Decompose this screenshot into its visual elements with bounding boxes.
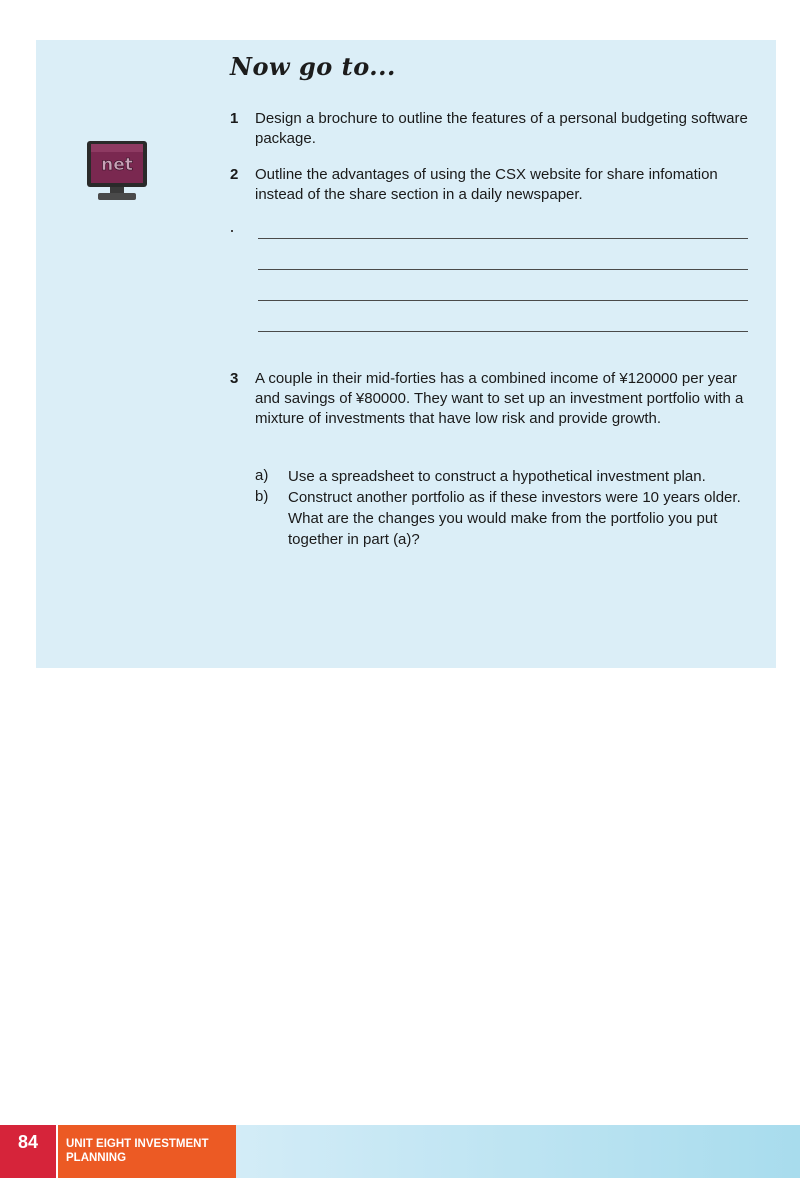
answer-line[interactable]	[258, 238, 748, 239]
unit-title-line-2: PLANNING	[66, 1152, 127, 1164]
answer-line[interactable]	[258, 331, 748, 332]
bullet-dot	[231, 230, 233, 232]
net-icon-label: net	[101, 155, 133, 175]
question-3-text: A couple in their mid-forties has a combined income of ¥120000 per year and savings of ¥80000. They want to set up an investment portfolio with a mixture of investments that have low risk and provide growth.	[255, 370, 744, 427]
page-number: 84	[0, 1125, 56, 1178]
unit-title	[58, 1125, 236, 1178]
net-monitor-icon	[86, 140, 148, 202]
section-heading: Now go to...	[230, 52, 396, 81]
question-1-number: 1	[230, 110, 239, 127]
question-1-text: Design a brochure to outline the features of a personal budgeting software package.	[255, 110, 748, 147]
answer-line[interactable]	[258, 300, 748, 301]
answer-line[interactable]	[258, 269, 748, 270]
question-3b-label: b)	[255, 488, 269, 505]
question-2-text: Outline the advantages of using the CSX website for share infomation instead of the share section in a daily newspaper.	[255, 166, 718, 203]
footer-bar	[236, 1125, 800, 1178]
unit-title-line-1: UNIT EIGHT INVESTMENT	[66, 1138, 209, 1150]
question-3-number: 3	[230, 370, 239, 387]
question-3b-text: Construct another portfolio as if these investors were 10 years older. What are the changes you would make from the portfolio you put together in part (a)?	[288, 489, 741, 548]
question-2-number: 2	[230, 166, 239, 183]
question-3a-label: a)	[255, 467, 269, 484]
question-3a-text: Use a spreadsheet to construct a hypothetical investment plan.	[288, 468, 706, 485]
